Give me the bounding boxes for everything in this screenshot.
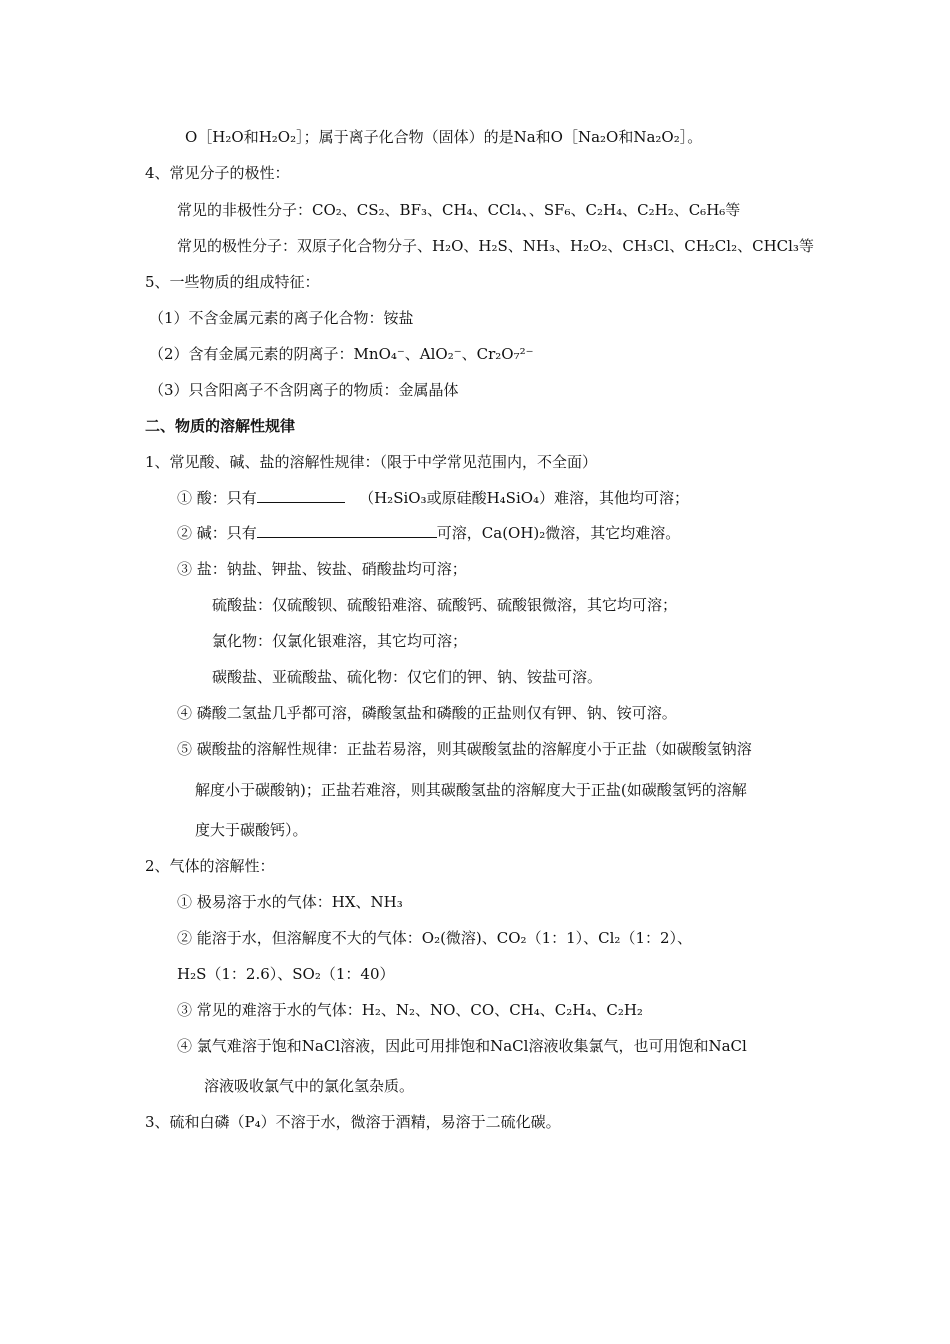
polar-molecules-line: 常见的极性分子：双原子化合物分子、H₂O、H₂S、NH₃、H₂O₂、CH₃Cl、CH₂Cl₂、CHCl₃等 (177, 237, 814, 255)
gas-solubility-heading: 2、气体的溶解性： (145, 857, 275, 875)
salt-rule-line: ③ 盐：钠盐、钾盐、铵盐、硝酸盐均可溶； (177, 560, 467, 578)
subitem-2-line: （2）含有金属元素的阴离子：MnO₄⁻、AlO₂⁻、Cr₂O₇²⁻ (149, 345, 534, 363)
carbonate-solubility-line-3: 度大于碳酸钙）。 (195, 821, 308, 839)
gas-rule-3-line: ③ 常见的难溶于水的气体：H₂、N₂、NO、CO、CH₄、C₂H₄、C₂H₂ (177, 1001, 643, 1019)
phosphate-rule-line: ④ 磷酸二氢盐几乎都可溶，磷酸氢盐和磷酸的正盐则仅有钾、钠、铵可溶。 (177, 704, 677, 722)
base-rule-prefix: ② 碱：只有 (177, 524, 257, 542)
item-3-sulfur-phosphorus-line: 3、硫和白磷（P₄）不溶于水，微溶于酒精，易溶于二硫化碳。 (145, 1113, 561, 1131)
subitem-1-line: （1）不含金属元素的离子化合物：铵盐 (149, 309, 414, 327)
item-4-heading: 4、常见分子的极性： (145, 164, 290, 182)
subitem-3-line: （3）只含阳离子不含阴离子的物质：金属晶体 (149, 381, 459, 399)
nonpolar-molecules-line: 常见的非极性分子：CO₂、CS₂、BF₃、CH₄、CCl₄、、SF₆、C₂H₄、C₂H₂、C₆H₆等 (177, 201, 741, 219)
acid-rule-suffix: （H₂SiO₃或原硅酸H₄SiO₄）难溶，其他均可溶； (359, 489, 690, 507)
base-rule-line (177, 523, 680, 543)
acid-blank (257, 488, 345, 503)
acid-rule-line (177, 488, 689, 508)
sulfate-rule-line: 硫酸盐：仅硫酸钡、硫酸铅难溶、硫酸钙、硫酸银微溶，其它均可溶； (212, 596, 678, 614)
carbonate-solubility-line-2: 解度小于碳酸钠)；正盐若难溶，则其碳酸氢盐的溶解度大于正盐(如碳酸氢钙的溶解 (195, 781, 747, 799)
gas-rule-2-continued: H₂S（1：2.6）、SO₂（1：40） (177, 965, 395, 983)
section-2-heading: 二、物质的溶解性规律 (145, 417, 296, 435)
text-line-1: O［H₂O和H₂O₂］；属于离子化合物（固体）的是Na和O［Na₂O和Na₂O₂］。 (185, 128, 703, 146)
gas-rule-2-line: ② 能溶于水，但溶解度不大的气体：O₂(微溶)、CO₂（1：1）、Cl₂（1：2）、 (177, 929, 693, 947)
base-blank (257, 523, 437, 538)
gas-rule-1-line: ① 极易溶于水的气体：HX、NH₃ (177, 893, 403, 911)
carbonate-rule-line: 碳酸盐、亚硫酸盐、硫化物：仅它们的钾、钠、铵盐可溶。 (212, 668, 603, 686)
carbonate-solubility-line-1: ⑤ 碳酸盐的溶解性规律：正盐若易溶，则其碳酸氢盐的溶解度小于正盐（如碳酸氢钠溶 (177, 740, 752, 758)
gas-rule-4-line: ④ 氯气难溶于饱和NaCl溶液，因此可用排饱和NaCl溶液收集氯气，也可用饱和NaCl (177, 1037, 747, 1055)
base-rule-suffix: 可溶，Ca(OH)₂微溶，其它均难溶。 (436, 524, 681, 542)
rule-1-heading: 1、常见酸、碱、盐的溶解性规律：（限于中学常见范围内，不全面） (145, 453, 598, 471)
chloride-rule-line: 氯化物：仅氯化银难溶，其它均可溶； (212, 632, 468, 650)
acid-rule-prefix: ① 酸：只有 (177, 489, 257, 507)
gas-rule-4-continued: 溶液吸收氯气中的氯化氢杂质。 (204, 1077, 415, 1095)
item-5-heading: 5、一些物质的组成特征： (145, 273, 320, 291)
